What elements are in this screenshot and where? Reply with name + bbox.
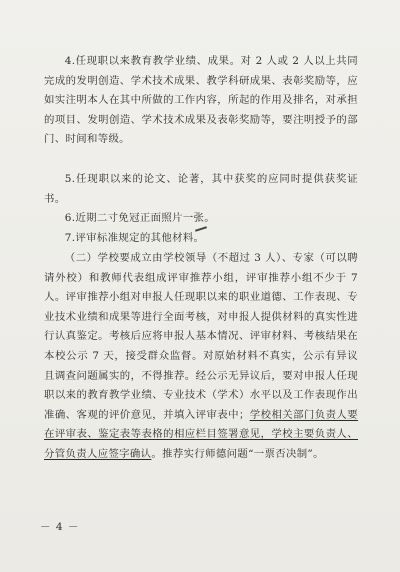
paragraph-item-4: 4.任现职以来教育教学业绩、成果。对 2 人或 2 人以上共同完成的发明创造、学术技术成果、教学科研成果、表彰奖励等，应如实注明本人在其中所做的工作内容，所起的作用及排名，对承担的项目、发明创造、学术技术成果及表彰奖励等，要注明授予的部门、时间和等级。	[44, 55, 358, 146]
section-two-underlined-text: 学校相关部门负责人要在评审表、鉴定表等表格的相应栏目签署意见，学校主要负责人、分管负责人应签字确认	[44, 408, 358, 460]
paragraph-item-7: 7.评审标准规定的其他材料。	[64, 232, 205, 244]
paragraph-item-5: 5.任现职以来的论文、论著，其中获奖的应同时提供获奖证书。	[44, 173, 358, 205]
paragraph-item-6: 6.近期二寸免冠正面照片一张。	[64, 212, 216, 224]
paragraph-section-two	[44, 249, 358, 465]
section-two-ending: 。推荐实行师德问题“一票否决制”。	[151, 447, 324, 460]
page-number: － 4 －	[40, 521, 80, 533]
section-two-text: （二）学校要成立由学校领导（不超过 3 人）、专家（可以聘请外校）和教师代表组成评审推荐小组，评审推荐小组不少于 7 人。评审推荐小组对申报人任现职以来的职业道德、工作表现、专业技术业绩和成果等进行全面考核，对申报人提供材料的真实性进行认真鉴定。考核后应将申报人基本情况、评审材料、考核结果在本校公示 7 天，接受群众监督。对原始材料不真实，公示有异议且调查问题属实的，不得推荐。经公示无异议后，要对申报人任现职以来的教育教学业绩、专业技术（学术）水平以及工作表现作出准确、客观的评价意见，并填入评审表中；	[44, 252, 358, 421]
